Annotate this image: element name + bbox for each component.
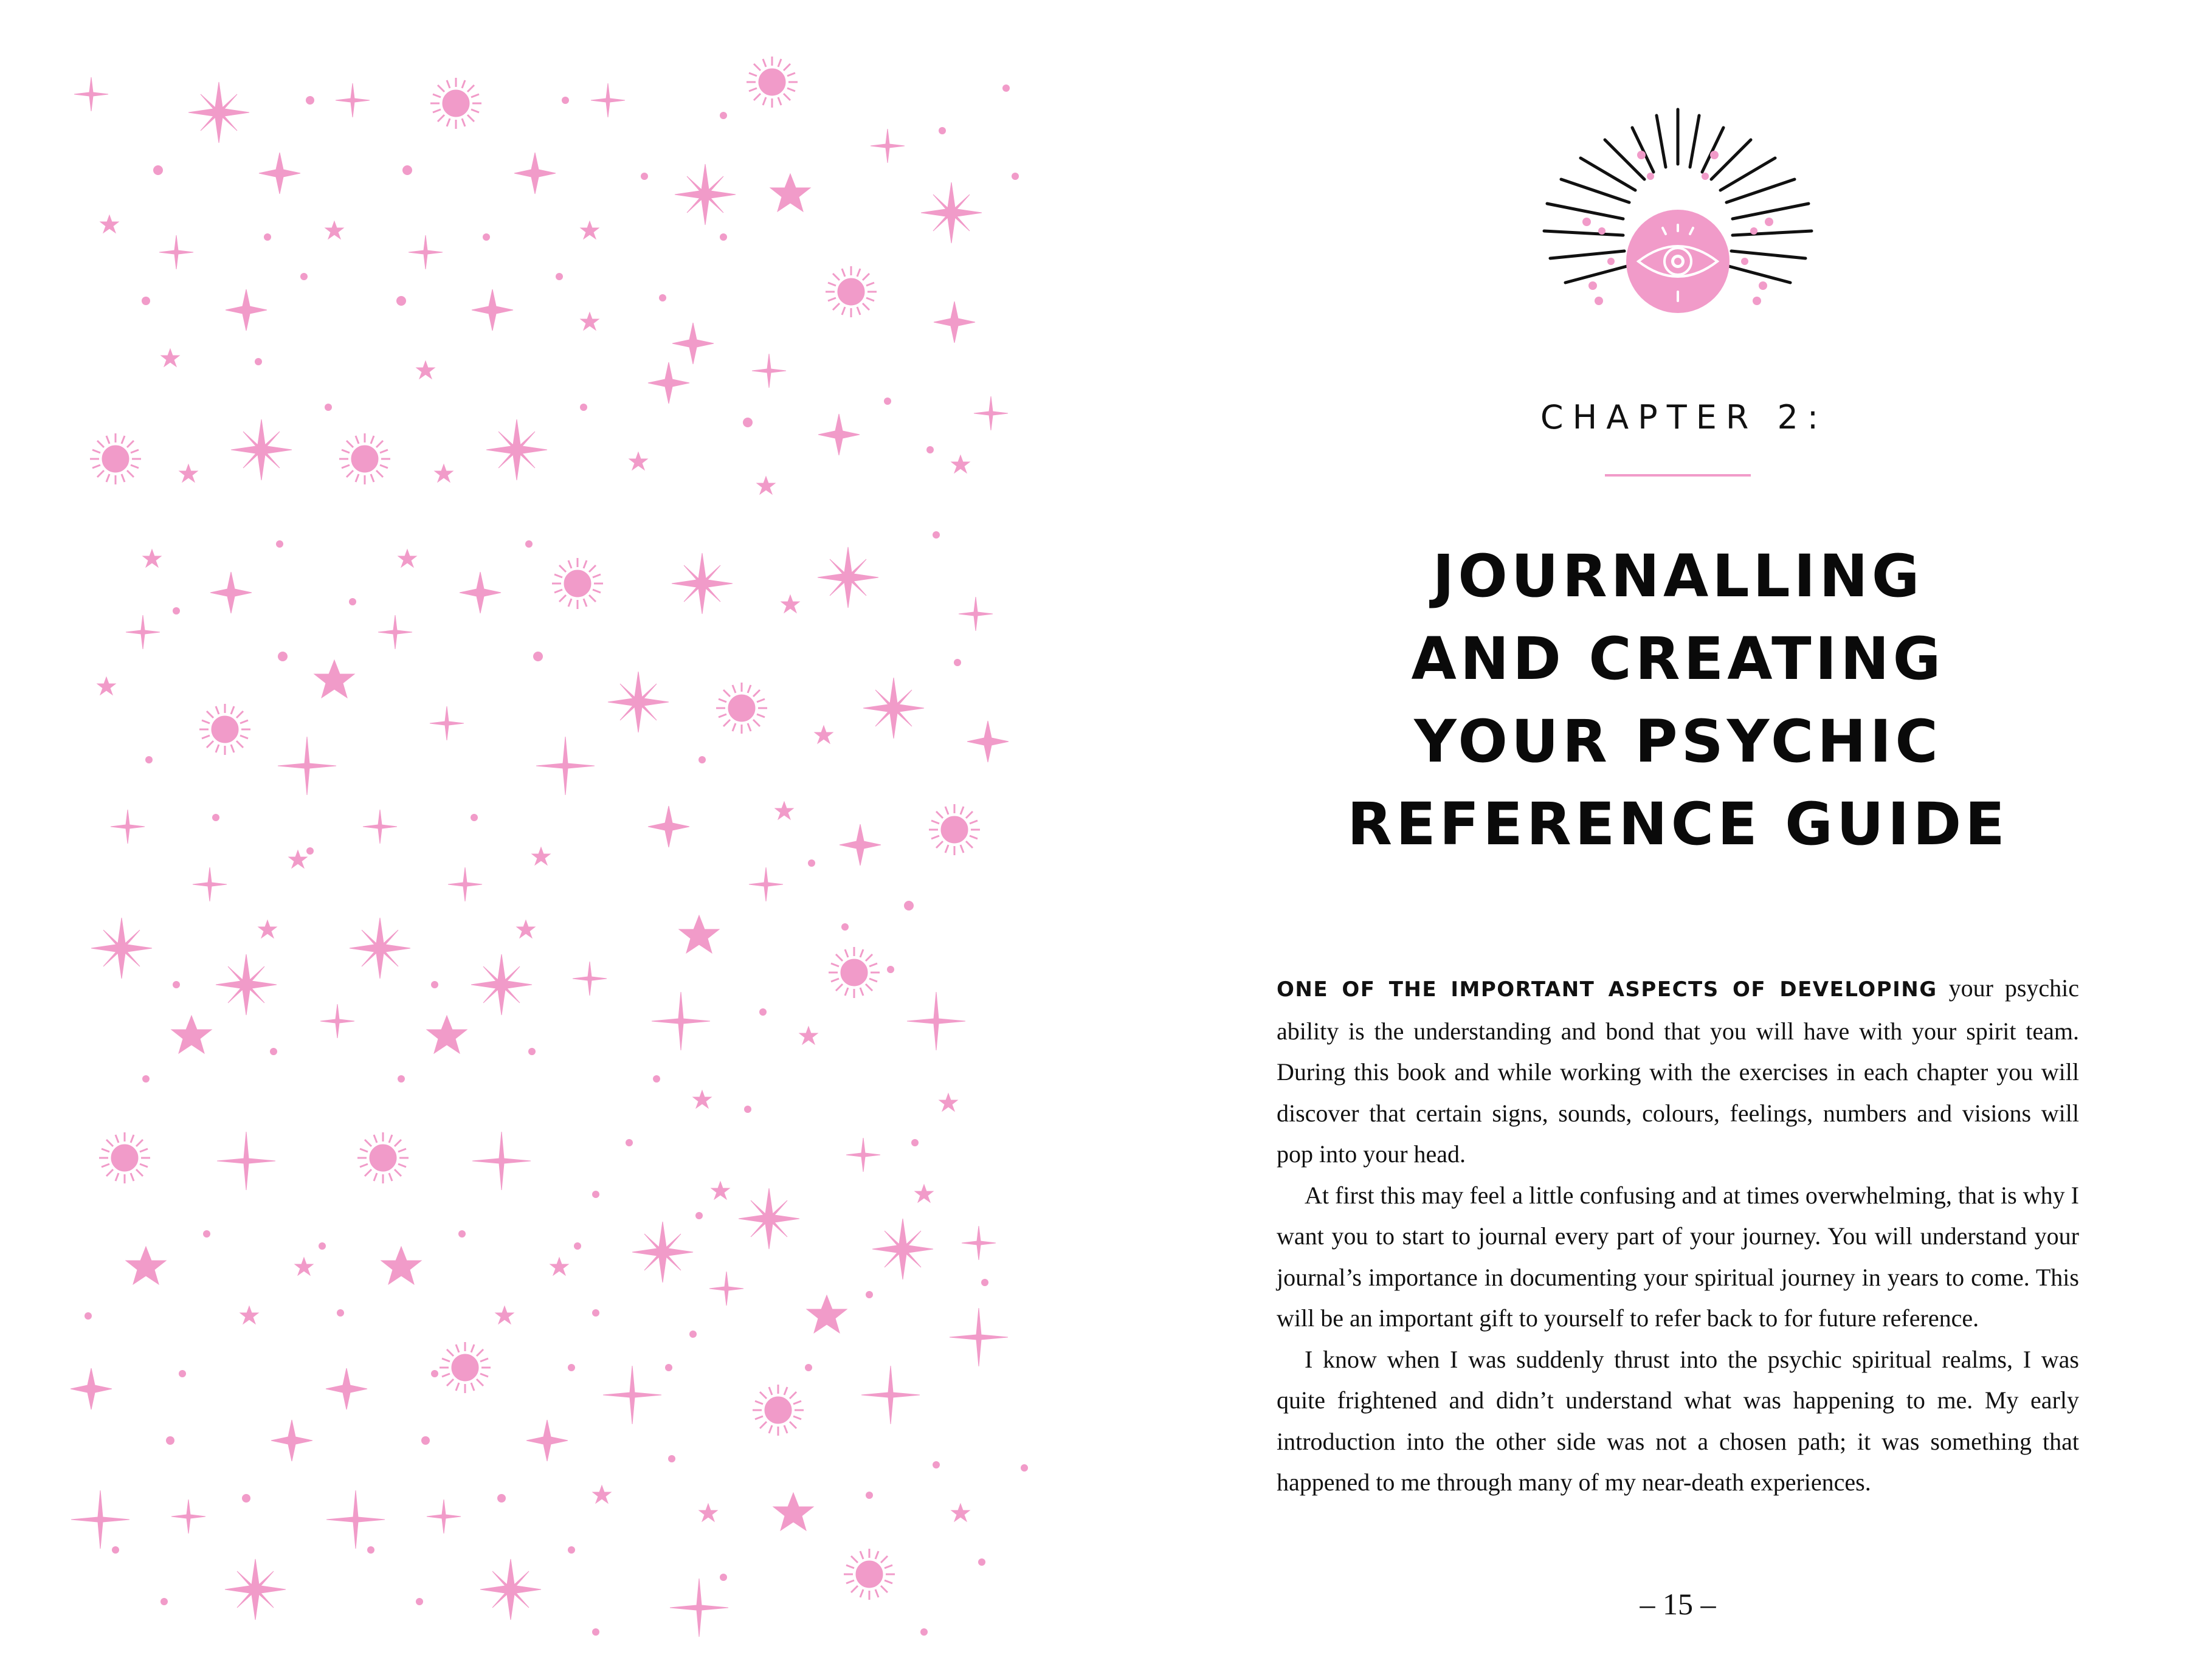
chapter-title-line: REFERENCE GUIDE bbox=[1347, 790, 2009, 858]
pink-stars-sparkles-pattern bbox=[55, 49, 1040, 1665]
chapter-title bbox=[1307, 535, 2049, 866]
paragraph-1 bbox=[1277, 968, 2079, 1175]
page-number: – 15 – bbox=[1640, 1587, 1716, 1621]
lead-in: ONE OF THE IMPORTANT ASPECTS OF DEVELOPING bbox=[1277, 977, 1937, 1002]
body-text bbox=[1277, 968, 2079, 1503]
chapter-divider bbox=[1605, 474, 1751, 477]
chapter-label: CHAPTER 2: bbox=[1540, 398, 1828, 436]
chapter-title-line: YOUR PSYCHIC bbox=[1414, 707, 1942, 776]
paragraph-1-text: your psychic ability is the understanding and bond that you will have with your spirit team. During this book and while working with the exercises in each chapter you will discover that certain signs, sounds, colours, feelings, numbers and visions will pop into your head. bbox=[1277, 974, 2080, 1168]
chapter-title-line: JOURNALLING bbox=[1432, 542, 1923, 610]
chapter-title-line: AND CREATING bbox=[1411, 625, 1945, 693]
radiant-eye-emblem-icon bbox=[1514, 106, 1854, 337]
paragraph-2: At first this may feel a little confusing and at times overwhelming, that is why I want you to start to journal every part of your journey. You will understand your journal’s importance in documenting your spiritual journey in years to come. This will be an important gift to yourself to refer back to for future reference. bbox=[1277, 1181, 2079, 1332]
paragraph-3: I know when I was suddenly thrust into the psychic spiritual realms, I was quite frightened and didn’t understand what was happening to me. My early introduction into the other side was not a chosen path; it was something that happened to me through many of my near-death experiences. bbox=[1277, 1345, 2079, 1496]
